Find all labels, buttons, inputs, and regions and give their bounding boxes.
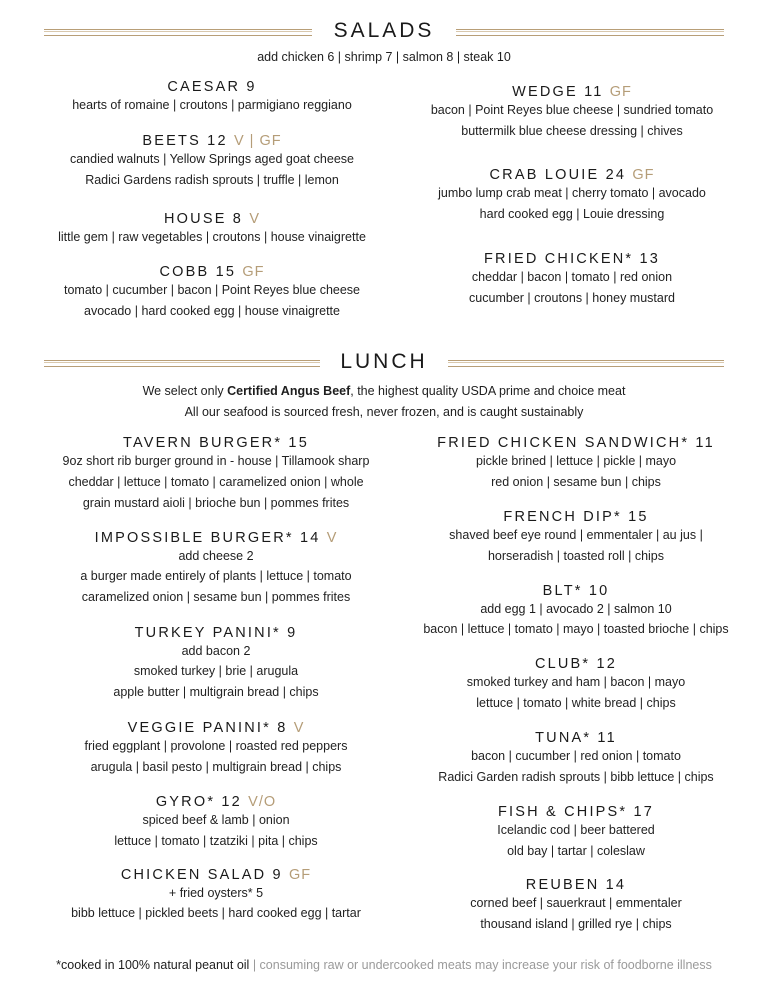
item-addon: add cheese 2 <box>178 549 254 563</box>
item-description: hearts of romaine | croutons | parmigiano reggiano <box>72 98 352 112</box>
item-description: bacon | Point Reyes blue cheese | sundried tomato <box>430 103 714 117</box>
item-name: HOUSE 8 <box>164 211 244 227</box>
item-description: corned beef | sauerkraut | emmentaler <box>470 896 682 910</box>
item-description: tomato | cucumber | bacon | Point Reyes blue cheese <box>63 283 360 297</box>
item-name: CAESAR 9 <box>167 79 257 95</box>
item-description: arugula | basil pesto | multigrain bread | chips <box>90 760 342 774</box>
item-addon: + fried oysters* 5 <box>168 886 264 900</box>
item-name: GYRO* 12 <box>155 794 242 810</box>
item-name: FISH & CHIPS* 17 <box>497 804 655 820</box>
menu-item <box>394 84 750 167</box>
menu-item <box>394 167 750 251</box>
menu-item <box>30 867 402 924</box>
item-name: FRENCH DIP* 15 <box>503 509 649 525</box>
lunch-title: LUNCH <box>326 350 441 374</box>
menu-item <box>396 509 756 583</box>
item-description: caramelized onion | sesame bun | pommes frites <box>81 590 351 604</box>
item-description: shaved beef eye round | emmentaler | au jus | <box>449 528 703 542</box>
item-name: REUBEN 14 <box>525 877 627 893</box>
item-name: BLT* 10 <box>542 583 610 599</box>
diet-tag: V <box>293 720 305 736</box>
item-name: FRIED CHICKEN* 13 <box>484 251 660 267</box>
item-description: cucumber | croutons | honey mustard <box>469 291 675 305</box>
item-description: lettuce | tomato | white bread | chips <box>476 696 676 710</box>
diet-tag: V <box>249 211 260 227</box>
item-name: CRAB LOUIE 24 <box>489 167 627 183</box>
item-name: BEETS 12 <box>142 133 228 149</box>
diet-tag: GF <box>289 867 312 883</box>
item-addon: add bacon 2 <box>181 644 251 658</box>
item-description: avocado | hard cooked egg | house vinaigrette <box>84 304 340 318</box>
item-name: VEGGIE PANINI* 8 <box>127 720 288 736</box>
menu-item <box>30 133 394 211</box>
lunch-beef-note: We select only Certified Angus Beef, the highest quality USDA prime and choice meat <box>142 384 626 398</box>
menu-item <box>396 804 756 877</box>
menu-item <box>30 211 394 264</box>
item-description: pickle brined | lettuce | pickle | mayo <box>475 454 677 468</box>
footer-note <box>0 958 768 972</box>
diet-tag: GF <box>632 167 655 183</box>
item-description: hard cooked egg | Louie dressing <box>479 207 665 221</box>
item-description: a burger made entirely of plants | lettuce | tomato <box>80 569 352 583</box>
menu-item <box>30 264 394 322</box>
menu-item <box>30 435 402 530</box>
item-description: Radici Gardens radish sprouts | truffle | lemon <box>85 173 339 187</box>
item-description: Icelandic cod | beer battered <box>497 823 655 837</box>
item-description: thousand island | grilled rye | chips <box>480 917 672 931</box>
menu-item <box>396 730 756 804</box>
item-description: bacon | lettuce | tomato | mayo | toasted brioche | chips <box>423 622 729 636</box>
item-description: grain mustard aioli | brioche bun | pommes frites <box>82 496 350 510</box>
item-description: red onion | sesame bun | chips <box>491 475 661 489</box>
menu-item <box>396 656 756 730</box>
item-description: lettuce | tomato | tzatziki | pita | chips <box>114 834 318 848</box>
item-description: 9oz short rib burger ground in - house | Tillamook sharp <box>62 454 370 468</box>
diet-tag: V | GF <box>233 133 282 149</box>
item-description: bibb lettuce | pickled beets | hard cooked egg | tartar <box>71 906 361 920</box>
item-description: horseradish | toasted roll | chips <box>487 549 665 563</box>
salads-right-column <box>394 84 750 309</box>
menu-item <box>396 435 756 509</box>
diet-tag: GF <box>609 84 632 100</box>
menu-item <box>30 794 402 867</box>
item-description: fried eggplant | provolone | roasted red peppers <box>84 739 348 753</box>
food-safety-warning: | consuming raw or undercooked meats may increase your risk of foodborne illness <box>252 958 712 972</box>
item-description: cheddar | lettuce | tomato | caramelized onion | whole <box>68 475 364 489</box>
item-name: CLUB* 12 <box>534 656 618 672</box>
item-description: jumbo lump crab meat | cherry tomato | avocado <box>438 186 706 200</box>
lunch-right-column <box>396 435 756 935</box>
item-description: apple butter | multigrain bread | chips <box>113 685 319 699</box>
peanut-oil-note: *cooked in 100% natural peanut oil <box>56 958 250 972</box>
menu-item <box>30 625 402 720</box>
salads-addons: add chicken 6 | shrimp 7 | salmon 8 | steak 10 <box>257 50 511 64</box>
item-description: candied walnuts | Yellow Springs aged goat cheese <box>69 152 354 166</box>
item-description: Radici Garden radish sprouts | bibb lettuce | chips <box>438 770 714 784</box>
menu-item <box>30 79 394 133</box>
item-name: FRIED CHICKEN SANDWICH* 11 <box>437 435 715 451</box>
salads-header <box>0 19 768 43</box>
menu-item <box>396 583 756 656</box>
menu-item <box>396 877 756 935</box>
item-description: buttermilk blue cheese dressing | chives <box>461 124 683 138</box>
item-description: old bay | tartar | coleslaw <box>507 844 645 858</box>
salads-left-column <box>30 79 394 322</box>
diet-tag: V <box>326 530 338 546</box>
item-description: bacon | cucumber | red onion | tomato <box>471 749 681 763</box>
item-name: CHICKEN SALAD 9 <box>120 867 283 883</box>
item-description: little gem | raw vegetables | croutons | house vinaigrette <box>58 230 366 244</box>
menu-item <box>30 720 402 794</box>
item-description: spiced beef & lamb | onion <box>142 813 290 827</box>
lunch-left-column <box>30 435 402 924</box>
item-description: smoked turkey and ham | bacon | mayo <box>466 675 686 689</box>
lunch-header <box>0 350 768 374</box>
diet-tag: V/O <box>248 794 277 810</box>
item-name: WEDGE 11 <box>512 84 604 100</box>
certified-angus-beef: Certified Angus Beef <box>227 384 351 398</box>
item-name: TURKEY PANINI* 9 <box>134 625 298 641</box>
item-name: IMPOSSIBLE BURGER* 14 <box>94 530 321 546</box>
menu-item <box>30 530 402 625</box>
item-addon: add egg 1 | avocado 2 | salmon 10 <box>480 602 672 616</box>
salads-title: SALADS <box>320 19 449 43</box>
item-name: TAVERN BURGER* 15 <box>123 435 309 451</box>
menu-item <box>394 251 750 309</box>
item-name: TUNA* 11 <box>535 730 617 746</box>
item-name: COBB 15 <box>159 264 237 280</box>
item-description: cheddar | bacon | tomato | red onion <box>471 270 673 284</box>
lunch-seafood-note: All our seafood is sourced fresh, never frozen, and is caught sustainably <box>184 405 584 419</box>
item-description: smoked turkey | brie | arugula <box>133 664 299 678</box>
diet-tag: GF <box>242 264 265 280</box>
